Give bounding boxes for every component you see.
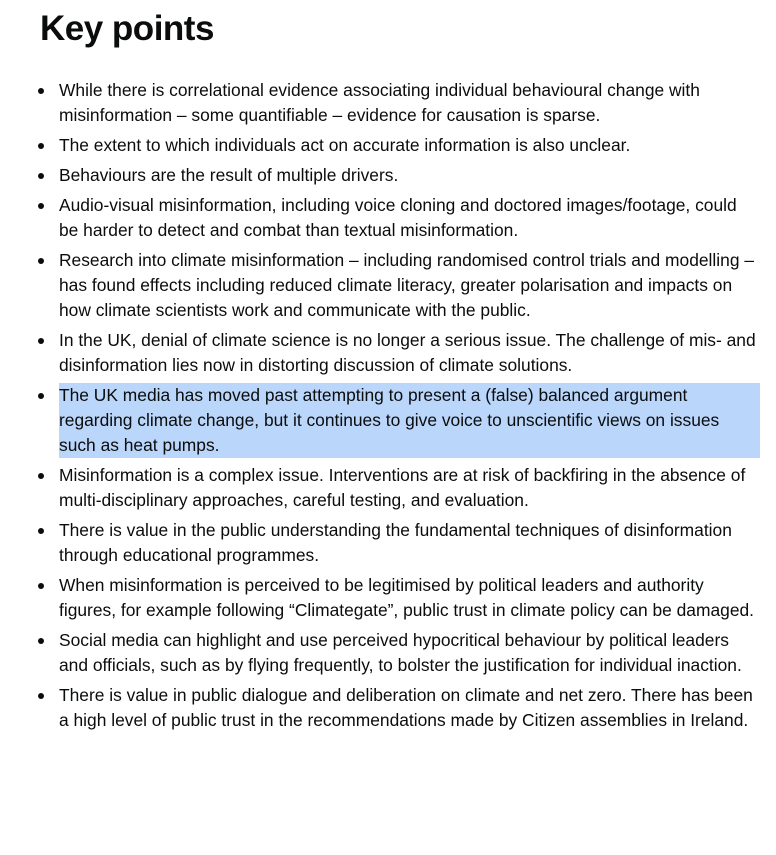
list-item-text: The extent to which individuals act on accurate information is also unclear.: [59, 135, 631, 155]
list-item-text: There is value in the public understanding the fundamental techniques of disinformation through educational programmes.: [59, 520, 732, 565]
selected-text[interactable]: The UK media has moved past attempting to present a (false) balanced argument regarding climate change, but it continues to give voice to unscientific views on issues such as heat pumps.: [59, 383, 760, 458]
list-item-text: In the UK, denial of climate science is no longer a serious issue. The challenge of mis- and disinformation lies now in distorting discussion of climate solutions.: [59, 330, 756, 375]
bullet-icon: [38, 638, 44, 644]
list-item-text: Misinformation is a complex issue. Interventions are at risk of backfiring in the absence of multi-disciplinary approaches, careful testing, and evaluation.: [59, 465, 746, 510]
list-item: [40, 683, 760, 733]
list-item-selected: [40, 383, 760, 458]
list-item: [40, 193, 760, 243]
bullet-icon: [38, 203, 44, 209]
list-item: [40, 163, 760, 188]
bullet-icon: [38, 693, 44, 699]
section-heading: Key points: [40, 9, 214, 48]
bullet-icon: [38, 173, 44, 179]
list-item: [40, 328, 760, 378]
list-item: [40, 628, 760, 678]
list-item-text: When misinformation is perceived to be legitimised by political leaders and authority figures, for example following “Climategate”, public trust in climate policy can be damaged.: [59, 575, 754, 620]
bullet-icon: [38, 473, 44, 479]
list-item: [40, 573, 760, 623]
bullet-icon: [38, 393, 44, 399]
list-item-text: Audio-visual misinformation, including voice cloning and doctored images/footage, could be harder to detect and combat than textual misinformation.: [59, 195, 737, 240]
key-points-list: [40, 78, 760, 733]
bullet-icon: [38, 528, 44, 534]
key-points-section: [40, 0, 760, 738]
list-item: [40, 248, 760, 323]
list-item-text: There is value in public dialogue and deliberation on climate and net zero. There has been a high level of public trust in the recommendations made by Citizen assemblies in Ireland.: [59, 685, 753, 730]
list-item-text: Behaviours are the result of multiple drivers.: [59, 165, 399, 185]
bullet-icon: [38, 338, 44, 344]
bullet-icon: [38, 143, 44, 149]
list-item-text: While there is correlational evidence associating individual behavioural change with misinformation – some quantifiable – evidence for causation is sparse.: [59, 80, 700, 125]
list-item-text: Research into climate misinformation – including randomised control trials and modelling – has found effects including reduced climate literacy, greater polarisation and impacts on how climate scientists work and communicate with the public.: [59, 250, 754, 320]
list-item: [40, 463, 760, 513]
list-item: [40, 133, 760, 158]
list-item-text: Social media can highlight and use perceived hypocritical behaviour by political leaders and officials, such as by flying frequently, to bolster the justification for individual inaction.: [59, 630, 742, 675]
bullet-icon: [38, 583, 44, 589]
list-item: [40, 78, 760, 128]
bullet-icon: [38, 88, 44, 94]
bullet-icon: [38, 258, 44, 264]
list-item: [40, 518, 760, 568]
